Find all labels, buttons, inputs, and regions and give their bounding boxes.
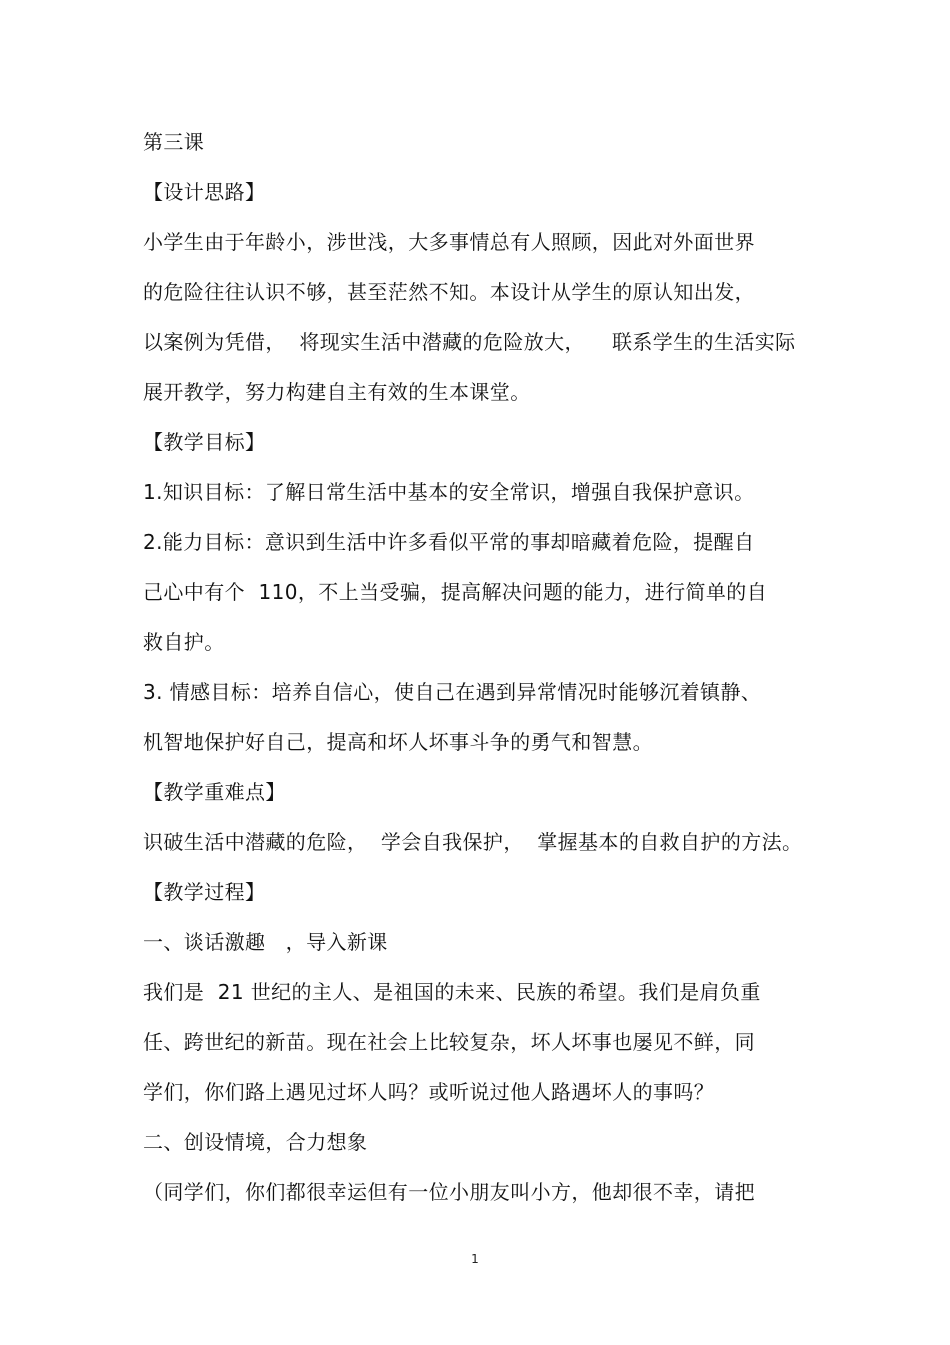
section-heading-key-points: 【教学重难点】 (143, 780, 286, 804)
page-number: 1 (471, 1252, 479, 1266)
paragraph-line: 我们是 21 世纪的主人、是祖国的未来、民族的希望。我们是肩负重 (143, 980, 761, 1004)
paragraph-line: 识破生活中潜藏的危险， 学会自我保护， 掌握基本的自救自护的方法。 (143, 830, 803, 854)
section-heading-design-idea: 【设计思路】 (143, 180, 266, 204)
paragraph-line: 以案例为凭借， 将现实生活中潜藏的危险放大， 联系学生的生活实际 (143, 330, 796, 354)
paragraph-line: 1.知识目标：了解日常生活中基本的安全常识，增强自我保护意识。 (143, 480, 755, 504)
lesson-title: 第三课 (143, 130, 205, 154)
paragraph-line: （同学们，你们都很幸运但有一位小朋友叫小方，他却很不幸，请把 (143, 1180, 755, 1204)
subsection-heading: 二、创设情境，合力想象 (143, 1130, 368, 1154)
paragraph-line: 任、跨世纪的新苗。现在社会上比较复杂，坏人坏事也屡见不鲜，同 (143, 1030, 755, 1054)
section-heading-teaching-goals: 【教学目标】 (143, 430, 266, 454)
subsection-heading: 一、谈话激趣 ，导入新课 (143, 930, 388, 954)
section-heading-teaching-process: 【教学过程】 (143, 880, 266, 904)
paragraph-line: 的危险往往认识不够，甚至茫然不知。本设计从学生的原认知出发， (143, 280, 755, 304)
paragraph-line: 小学生由于年龄小，涉世浅，大多事情总有人照顾，因此对外面世界 (143, 230, 755, 254)
paragraph-line: 救自护。 (143, 630, 225, 654)
paragraph-line: 2.能力目标：意识到生活中许多看似平常的事却暗藏着危险，提醒自 (143, 530, 755, 554)
paragraph-line: 展开教学，努力构建自主有效的生本课堂。 (143, 380, 531, 404)
paragraph-line: 学们，你们路上遇见过坏人吗？或听说过他人路遇坏人的事吗？ (143, 1080, 715, 1104)
paragraph-line: 己心中有个 110，不上当受骗，提高解决问题的能力，进行简单的自 (143, 580, 768, 604)
paragraph-line: 机智地保护好自己，提高和坏人坏事斗争的勇气和智慧。 (143, 730, 653, 754)
paragraph-line: 3. 情感目标：培养自信心，使自己在遇到异常情况时能够沉着镇静、 (143, 680, 762, 704)
